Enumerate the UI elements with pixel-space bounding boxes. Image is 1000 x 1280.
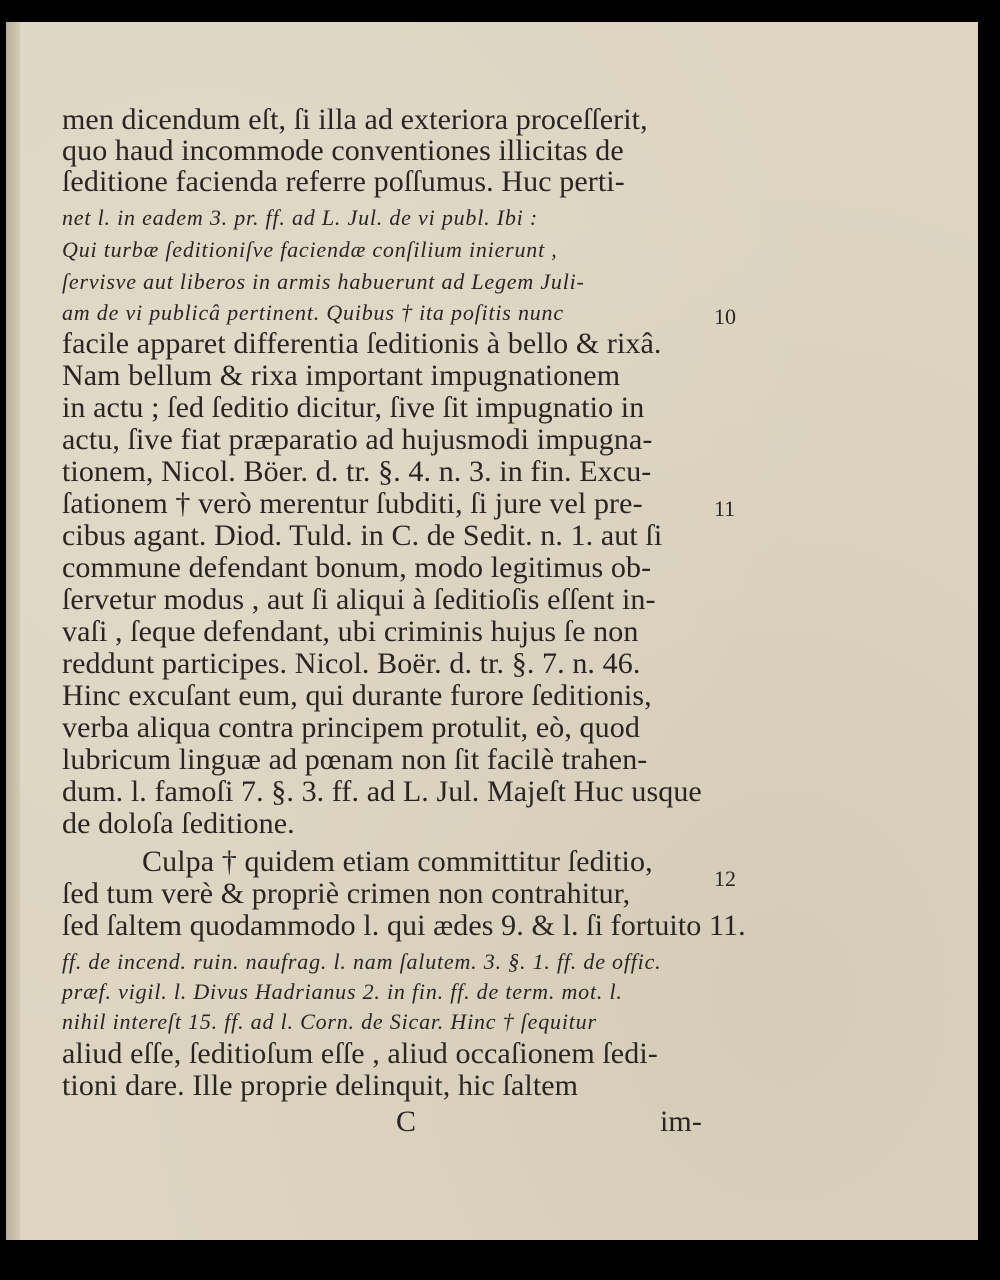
text-line: quo haud incommode conventiones illicitas de xyxy=(62,134,624,167)
text-line: am de vi publicâ pertinent. Quibus † ita poſitis nunc xyxy=(62,300,564,325)
catchword: im- xyxy=(660,1105,702,1138)
text-line: de doloſa ſeditione. xyxy=(62,807,295,840)
text-line: Hinc excuſant eum, qui durante furore ſeditionis, xyxy=(62,679,652,712)
margin-number: 11 xyxy=(714,496,736,521)
text-line: tioni dare. Ille proprie delinquit, hic ſaltem xyxy=(62,1069,579,1102)
text-line: ſed ſaltem quodammodo l. qui ædes 9. & l. ſi fortuito 11. xyxy=(62,909,746,942)
text-line: ff. de incend. ruin. naufrag. l. nam ſalutem. 3. §. 1. ff. de offic. xyxy=(62,949,662,974)
text-line: ſationem † verò merentur ſubditi, ſi jure vel pre- xyxy=(62,487,643,520)
text-line: præf. vigil. l. Divus Hadrianus 2. in fin. ff. de term. mot. l. xyxy=(62,979,623,1004)
text-line: aliud eſſe, ſeditioſum eſſe , aliud occaſionem ſedi- xyxy=(62,1037,658,1070)
text-line: lubricum linguæ ad pœnam non ſit facilè trahen- xyxy=(62,743,648,776)
text-line: dum. l. famoſi 7. §. 3. ff. ad L. Jul. Majeſt Huc usque xyxy=(62,775,702,808)
text-line: vaſi , ſeque defendant, ubi criminis hujus ſe non xyxy=(62,615,639,648)
text-line: actu, ſive fiat præparatio ad hujusmodi impugna- xyxy=(62,423,653,456)
text-line: facile apparet differentia ſeditionis à bello & rixâ. xyxy=(62,327,662,360)
text-line: nihil intereſt 15. ff. ad l. Corn. de Sicar. Hinc † ſequitur xyxy=(62,1009,597,1034)
text-line: Culpa † quidem etiam committitur ſeditio, xyxy=(142,845,653,878)
text-line: men dicendum eſt, ſi illa ad exteriora proceſſerit, xyxy=(62,103,648,136)
signature-mark: C xyxy=(396,1105,417,1138)
text-line: cibus agant. Diod. Tuld. in C. de Sedit. n. 1. aut ſi xyxy=(62,519,663,552)
text-line: ſervetur modus , aut ſi aliqui à ſeditioſis eſſent in- xyxy=(62,583,656,616)
text-line: Qui turbæ ſeditioniſve faciendæ conſilium inierunt , xyxy=(62,237,558,262)
text-line: Nam bellum & rixa important impugnationem xyxy=(62,359,621,392)
text-line: ſed tum verè & propriè crimen non contrahitur, xyxy=(62,877,631,910)
text-line: verba aliqua contra principem protulit, eò, quod xyxy=(62,711,640,744)
book-page xyxy=(6,22,978,1240)
text-line: ſeditione facienda referre poſſumus. Huc perti- xyxy=(62,165,625,198)
margin-number: 10 xyxy=(714,304,736,329)
page-gutter xyxy=(6,22,20,1240)
text-line: reddunt participes. Nicol. Boër. d. tr. §. 7. n. 46. xyxy=(62,647,641,680)
margin-number: 12 xyxy=(714,866,736,891)
text-line: in actu ; ſed ſeditio dicitur, ſive ſit impugnatio in xyxy=(62,391,645,424)
text-line: tionem, Nicol. Böer. d. tr. §. 4. n. 3. in fin. Excu- xyxy=(62,455,652,488)
text-line: ſervisve aut liberos in armis habuerunt ad Legem Juli- xyxy=(62,269,585,294)
text-line: commune defendant bonum, modo legitimus ob- xyxy=(62,551,652,584)
text-line: net l. in eadem 3. pr. ff. ad L. Jul. de vi publ. Ibi : xyxy=(62,205,538,230)
